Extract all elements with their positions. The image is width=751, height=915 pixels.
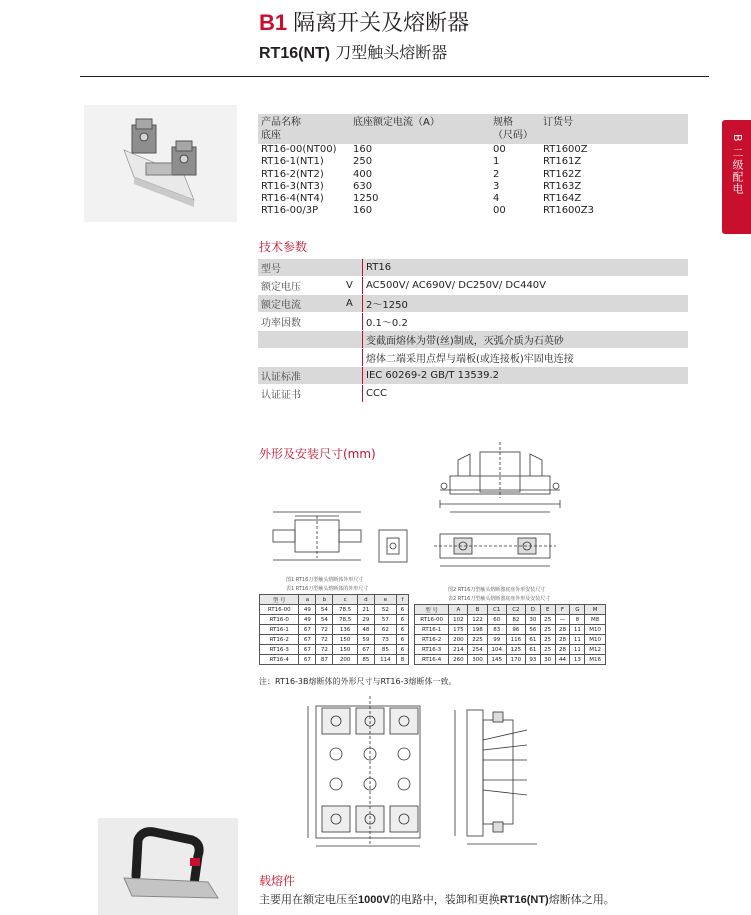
table-row: RT16-3(NT3) 630 3 RT163Z bbox=[261, 180, 582, 192]
table-row: 功率因数 0.1～0.2 bbox=[258, 313, 688, 331]
table-row: RT16-4(NT4) 1250 4 RT164Z bbox=[261, 193, 582, 205]
section-title: 隔离开关及熔断器 bbox=[293, 11, 470, 36]
section-code: B1 bbox=[259, 10, 288, 35]
order-col-current: 底座额定电流（A） bbox=[350, 114, 490, 144]
page-subtitle bbox=[259, 40, 447, 63]
table-row: 变截面熔体为带(丝)制成，灭弧介质为石英砂 bbox=[258, 331, 688, 349]
tech-params-title: 技术参数 bbox=[259, 240, 308, 254]
base-plan-drawing bbox=[430, 524, 560, 574]
caption-table1: 表1 RT16刀型触头熔断体的外形尺寸 bbox=[286, 586, 369, 592]
table-row: 认证标准 IEC 60269-2 GB/T 13539.2 bbox=[258, 367, 688, 385]
table-row: RT16-2 200 225 99 116 61 25 28 11 M10 bbox=[415, 635, 606, 645]
side-chapter-tab[interactable] bbox=[722, 120, 751, 234]
tech-params-table bbox=[258, 259, 688, 403]
carrier-description: 主要用在额定电压至1000V的电路中，装卸和更换RT16(NT)熔断体之用。 bbox=[259, 893, 615, 906]
table-row: 熔体二端采用点焊与端板(或连接板)牢固电连接 bbox=[258, 349, 688, 367]
carrier-title: 载熔件 bbox=[259, 874, 296, 888]
table-row: RT16-00 49 54 78.5 21 52 6 bbox=[260, 605, 409, 615]
table-row: RT16-00 102 122 60 82 30 25 — 8 M8 bbox=[415, 615, 606, 625]
table-row: RT16-1(NT1) 250 1 RT161Z bbox=[261, 156, 582, 168]
dimension-table-base bbox=[414, 604, 606, 665]
caption-fig2: 图2 RT16刀型触头熔断器底座外形安装尺寸 bbox=[448, 587, 546, 593]
table-row: RT16-1 175 198 83 96 56 25 28 11 M10 bbox=[415, 625, 606, 635]
table-row: RT16-3 214 254 104 125 61 25 28 11 M12 bbox=[415, 645, 606, 655]
page-title bbox=[259, 6, 469, 37]
table-row: RT16-2 67 72 150 59 73 6 bbox=[260, 635, 409, 645]
order-col-product: 产品名称 底座 bbox=[258, 114, 350, 144]
order-table bbox=[258, 114, 688, 218]
caption-table2: 表2 RT16刀型触头熔断器底座外形及安装尺寸 bbox=[448, 596, 551, 602]
table-row: RT16-4 260 300 145 170 93 30 44 13 M16 bbox=[415, 655, 606, 665]
table-row: RT16-2(NT2) 400 2 RT162Z bbox=[261, 168, 582, 180]
table-row: RT16-00(NT00) 160 00 RT1600Z bbox=[261, 144, 588, 155]
table-row: 型 号 a b c d e f bbox=[260, 595, 409, 605]
caption-fig1: 图1 RT16刀型触头熔断体外形尺寸 bbox=[286, 577, 364, 583]
fuse-carrier-photo bbox=[98, 818, 238, 915]
subtitle-text: 刀型触头熔断器 bbox=[335, 43, 448, 62]
table-row: 额定电压 V AC500V/ AC690V/ DC250V/ DC440V bbox=[258, 277, 688, 295]
three-pole-side-drawing bbox=[447, 700, 542, 850]
table-row: 额定电流 A 2～1250 bbox=[258, 295, 688, 313]
order-col-size: 规格 （尺码） bbox=[490, 114, 540, 144]
base-side-drawing bbox=[430, 440, 570, 520]
fuse-base-photo bbox=[84, 105, 237, 222]
order-col-orderno: 订货号 bbox=[540, 114, 688, 144]
table-row: RT16-00/3P 160 00 RT1600Z3 bbox=[261, 205, 594, 217]
header-divider bbox=[80, 76, 709, 77]
dimension-table-fuse bbox=[259, 594, 409, 665]
dimensions-note: 注：RT16-3B熔断体的外形尺寸与RT16-3熔断体一致。 bbox=[259, 677, 457, 686]
order-table-header bbox=[258, 114, 688, 144]
table-row: RT16-0 49 54 78.5 29 57 6 bbox=[260, 615, 409, 625]
side-tab-label: B 二级配电 bbox=[731, 134, 744, 196]
dimensions-title: 外形及安装尺寸(mm) bbox=[259, 447, 376, 461]
table-row: 型号 RT16 bbox=[258, 259, 688, 277]
subtitle-model: RT16(NT) bbox=[259, 45, 331, 62]
table-row: 认证证书 CCC bbox=[258, 385, 688, 403]
three-pole-base-drawing bbox=[300, 694, 440, 854]
table-row: RT16-3 67 72 150 67 85 6 bbox=[260, 645, 409, 655]
table-row: RT16-4 67 87 200 85 114 8 bbox=[260, 655, 409, 665]
table-row: 型 号 A B C1 C2 D E F G M bbox=[415, 605, 606, 615]
table-row: RT16-1 67 72 136 48 62 6 bbox=[260, 625, 409, 635]
fuse-link-drawing bbox=[265, 506, 370, 566]
fuse-end-drawing bbox=[375, 524, 411, 570]
